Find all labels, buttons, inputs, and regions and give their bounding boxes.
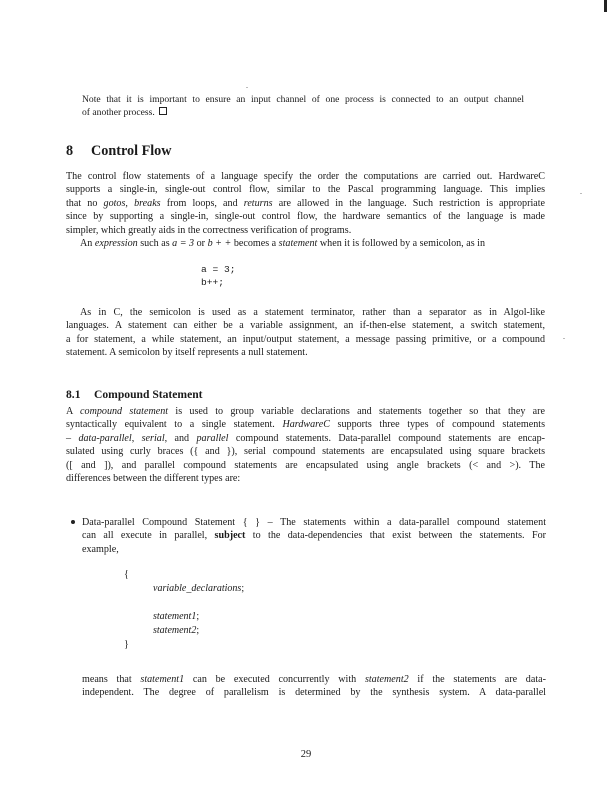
- note-paragraph: [82, 93, 524, 120]
- emphasis: compound statement: [80, 406, 169, 417]
- paragraph: [66, 306, 545, 360]
- emphasis: breaks: [134, 197, 161, 209]
- note-text: of another process.: [82, 107, 155, 119]
- text-line: supports a single-in, single-out control flow, similar to the Pascal programming language. This implies: [66, 184, 545, 196]
- text-line: [66, 237, 545, 250]
- text-line: independent. The degree of parallelism is determined by the synthesis system. A data-parallel: [82, 687, 546, 699]
- code-identifier: statement1: [153, 611, 197, 622]
- bullet-icon: [71, 520, 75, 524]
- scan-speck: [563, 338, 565, 339]
- section-heading: [66, 143, 172, 160]
- emphasis: gotos: [103, 197, 126, 209]
- text-line: a for statement, a while statement, an input/output statement, a message passing primitive, or a compound: [66, 333, 545, 345]
- text-line: differences between the different types are:: [66, 473, 241, 485]
- text: can be executed concurrently with: [184, 674, 365, 685]
- text: , and: [164, 432, 197, 444]
- scan-edge-mark: [604, 0, 607, 12]
- subsection-number: 8.1: [66, 388, 81, 401]
- text-line: [66, 405, 545, 418]
- math-expression: a = 3: [172, 238, 195, 249]
- text-line: simpler, which greatly aids in the correctness verification of programs.: [66, 224, 352, 236]
- text: from loops, and: [160, 197, 244, 209]
- text: when it is followed by a semicolon, as in: [317, 238, 486, 249]
- text-line: [66, 197, 545, 210]
- text-line: [82, 673, 546, 686]
- section-title: Control Flow: [91, 143, 172, 159]
- subsection-heading: [66, 388, 203, 401]
- brace-close: }: [124, 639, 129, 650]
- emphasis: HardwareC: [282, 419, 330, 431]
- emphasis: returns: [243, 197, 273, 209]
- text-line: since by supporting a single-in, single-out control flow, the hardware semantics of the language is made: [66, 211, 545, 223]
- text-line: statement. A semicolon by itself represents a null statement.: [66, 347, 308, 359]
- code-line: [153, 582, 244, 595]
- text: –: [66, 432, 79, 444]
- text: ;: [196, 625, 200, 636]
- text: ,: [125, 197, 135, 209]
- emphasis: statement: [278, 238, 318, 249]
- paragraph: [66, 405, 545, 485]
- emphasis: data-parallel: [78, 432, 132, 444]
- section-number: 8: [66, 143, 74, 159]
- emphasis: statement1: [140, 674, 185, 685]
- code-line: [153, 610, 199, 623]
- text: if the statements are data-: [408, 674, 546, 685]
- text-line: languages. A statement can either be a variable assignment, an if-then-else statement, a switch statement,: [66, 320, 545, 332]
- text: such as: [137, 238, 173, 249]
- text: becomes a: [231, 238, 279, 249]
- text: An: [80, 238, 95, 249]
- scan-speck: [580, 193, 582, 194]
- text: is used to group variable declarations and statements together so that they are: [168, 406, 545, 417]
- text: means that: [82, 674, 141, 685]
- bold-text: subject: [214, 530, 246, 542]
- text: are allowed in the language. Such restriction is appropriate: [272, 197, 546, 209]
- text: ;: [241, 583, 245, 594]
- code-line: b++;: [201, 277, 225, 288]
- text: ;: [196, 611, 200, 622]
- text-line: [66, 418, 545, 431]
- code-identifier: variable_declarations: [153, 583, 242, 594]
- text: compound statements. Data-parallel compound statements are encap-: [228, 432, 545, 444]
- page-number: 29: [300, 749, 312, 760]
- text-line: sulated using curly braces ({ and }), serial compound statements are encapsulated using square brackets: [66, 446, 545, 458]
- emphasis: statement2: [364, 674, 409, 685]
- emphasis: parallel: [196, 432, 229, 444]
- scan-speck: [246, 87, 248, 88]
- text-line: example,: [82, 543, 119, 555]
- text: syntactically equivalent to a single statement.: [66, 419, 283, 431]
- paragraph: [82, 673, 546, 700]
- text-line: The control flow statements of a language specify the order the computations are carried out. HardwareC: [66, 171, 545, 182]
- text: A: [66, 406, 81, 417]
- qed-box-icon: [159, 107, 167, 115]
- text-line: ([ and ]), and parallel compound statements are encapsulated using angle brackets (< and >). The: [66, 459, 545, 471]
- text-line: [82, 529, 546, 542]
- text-line: As in C, the semicolon is used as a statement terminator, rather than a separator as in Algol-like: [80, 307, 545, 318]
- text: can all execute in parallel,: [82, 530, 215, 542]
- text: ,: [131, 432, 142, 444]
- math-expression: b + +: [207, 238, 232, 249]
- text-line: [66, 432, 545, 445]
- text: to the data-dependencies that exist between the statements. For: [245, 530, 547, 542]
- code-identifier: statement2: [153, 625, 197, 636]
- text-line: Data-parallel Compound Statement { } – The statements within a data-parallel compound statement: [82, 517, 546, 528]
- code-line: [153, 624, 199, 637]
- subsection-title: Compound Statement: [94, 388, 203, 401]
- emphasis: serial: [141, 432, 165, 444]
- code-line: a = 3;: [201, 264, 236, 275]
- note-line: Note that it is important to ensure an input channel of one process is connected to an output channel: [82, 94, 524, 105]
- bullet-item: [82, 516, 546, 556]
- emphasis: expression: [94, 238, 138, 249]
- code-block: [201, 263, 236, 289]
- paragraph: [66, 237, 545, 250]
- paragraph: [66, 170, 545, 237]
- text: supports three types of compound statements: [329, 419, 545, 431]
- text: that no: [66, 197, 104, 209]
- note-line: [82, 106, 524, 119]
- text: or: [194, 238, 208, 249]
- brace-open: {: [124, 569, 129, 580]
